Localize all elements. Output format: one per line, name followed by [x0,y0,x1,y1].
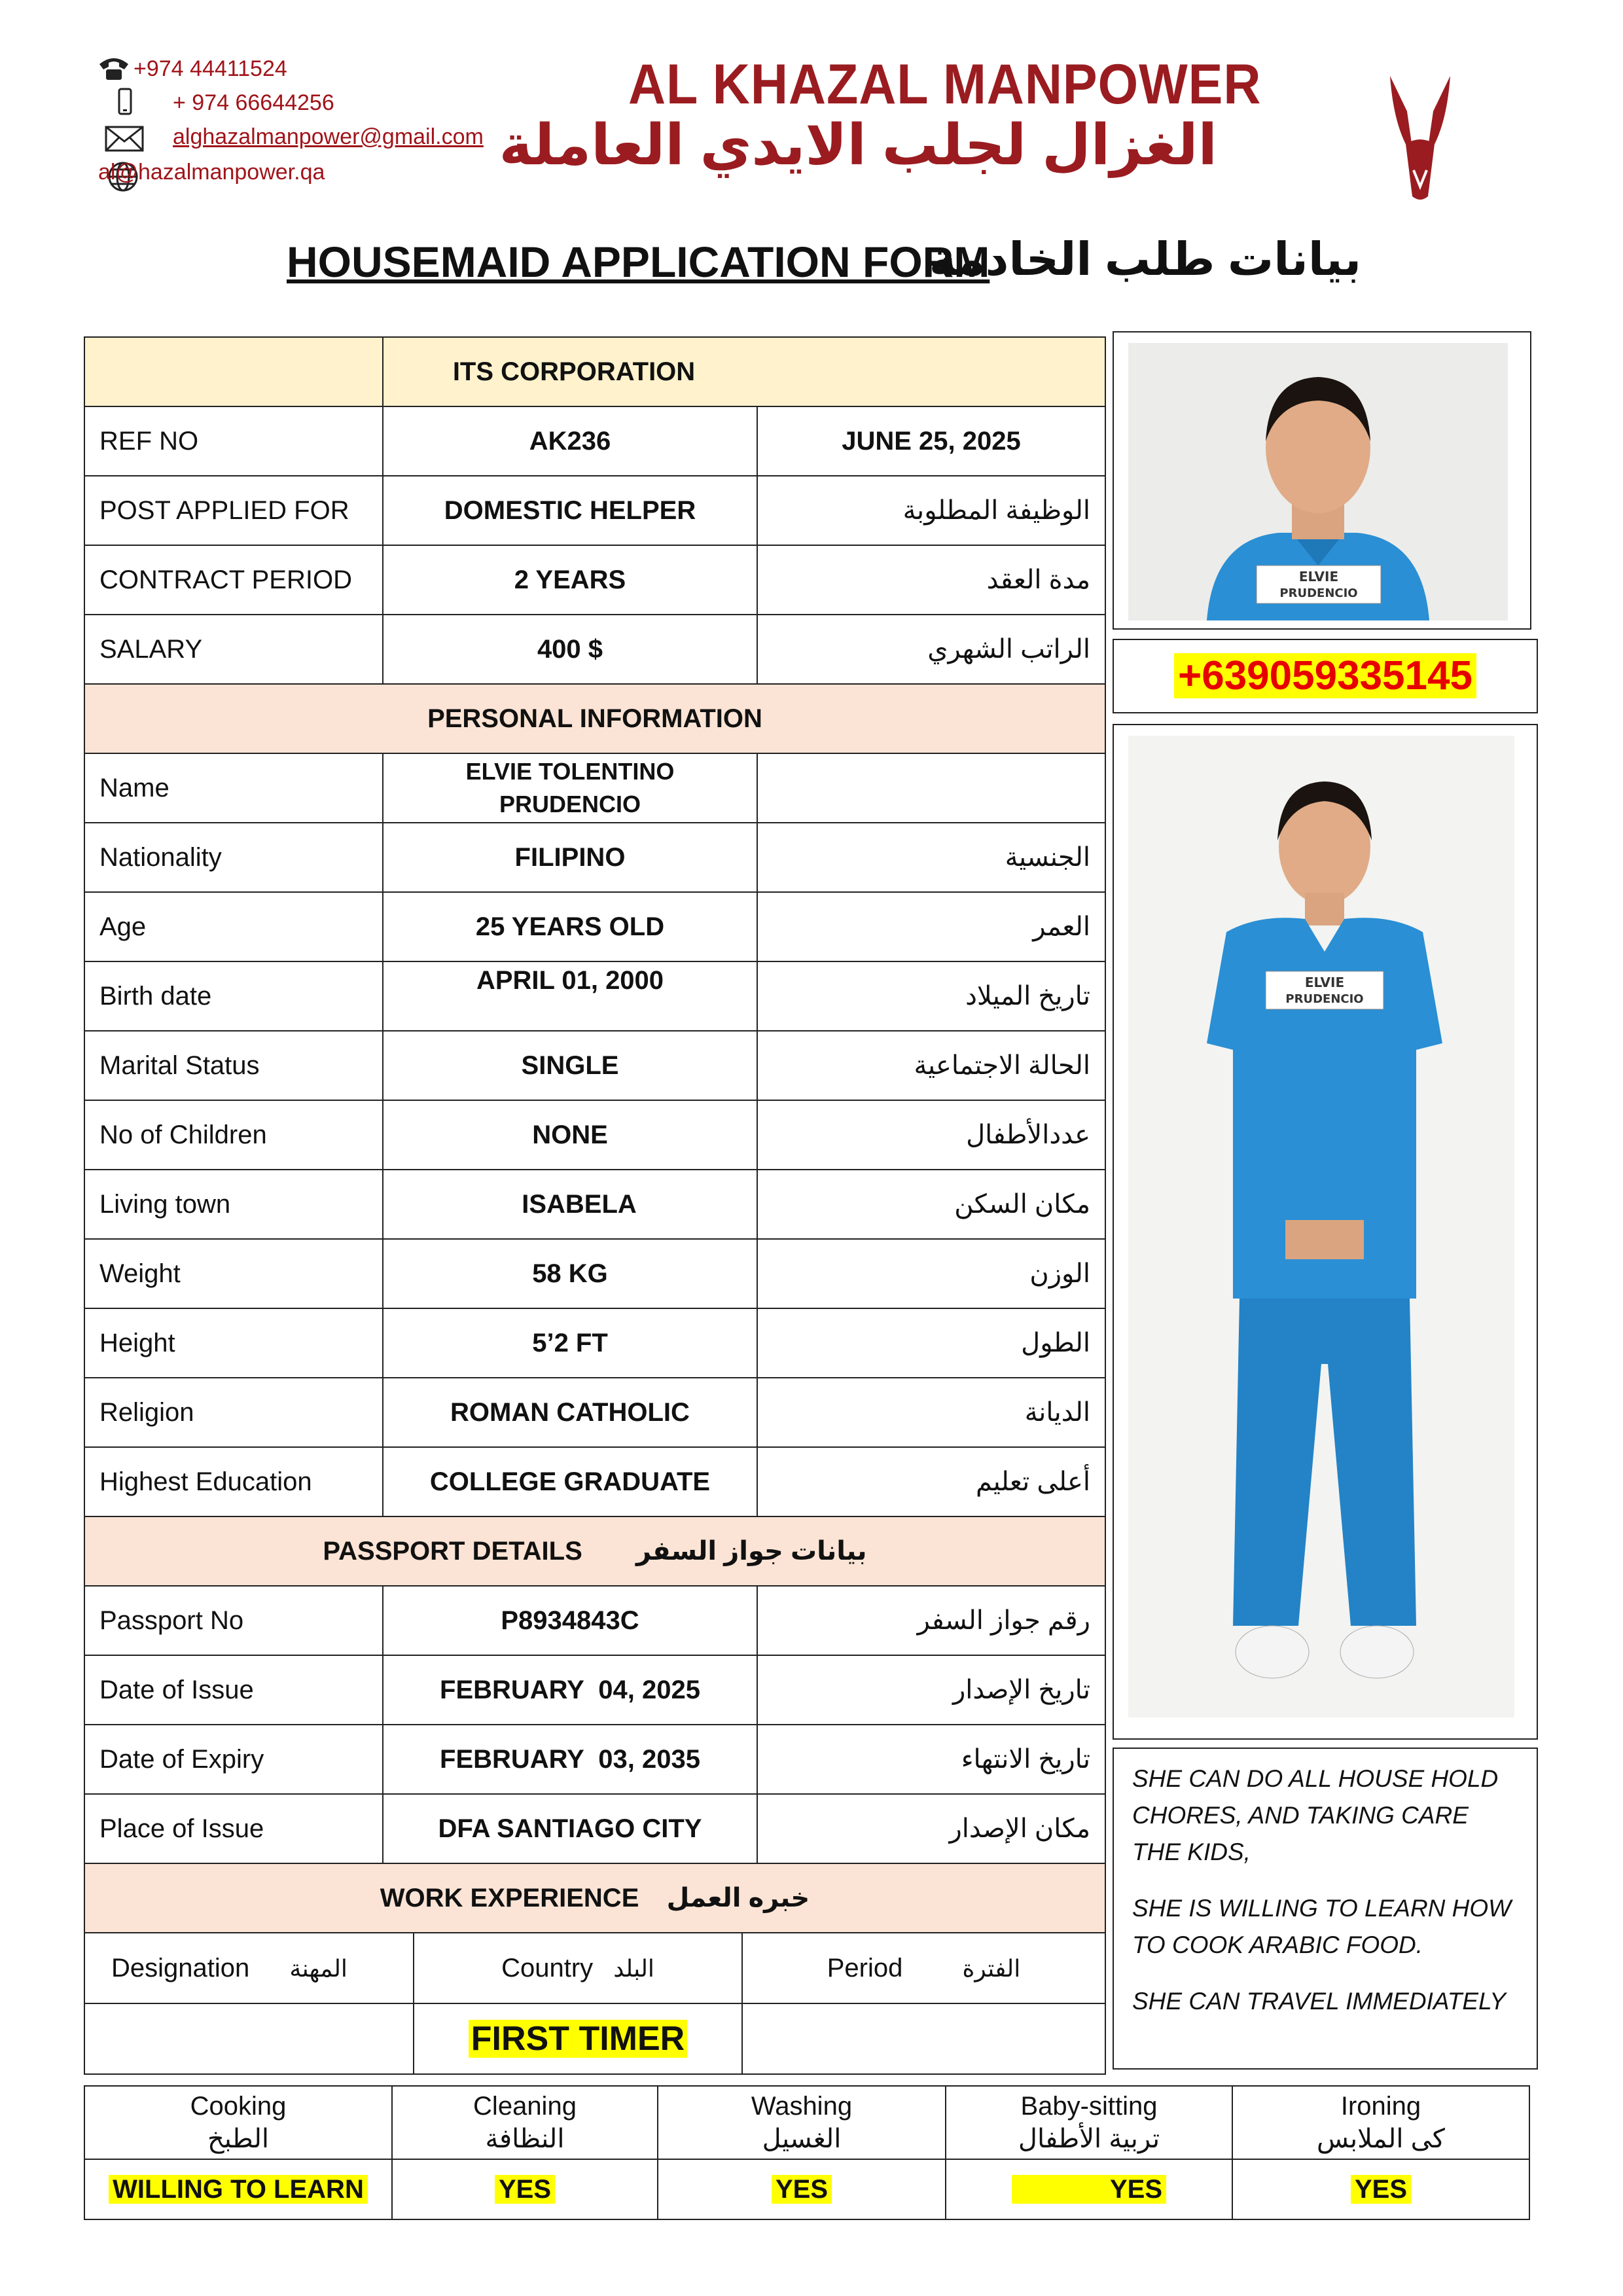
work-columns: Designation المهنة Country البلد Period الفترة [85,1933,1105,2003]
ref-date: JUNE 25, 2025 [757,406,1105,476]
remark: SHE IS WILLING TO LEARN HOW TO COOK ARABIC FOOD. [1132,1895,1512,1958]
website-line[interactable]: al@hazalmanpower.qa [98,160,325,185]
svg-text:PRUDENCIO: PRUDENCIO [1285,992,1364,1006]
passport-heading-row [84,1516,1105,1586]
portrait-photo-frame [1113,331,1531,630]
passport-row: Place of Issue DFA SANTIAGO CITY مكان الإصدار [84,1794,1105,1863]
ref-label: REF NO [84,406,383,476]
work-heading: WORK EXPERIENCE خبره العمل [84,1863,1105,1933]
phone-icon [96,54,132,82]
job-label: CONTRACT PERIOD [84,545,383,615]
skill-value: YES [495,2175,555,2204]
personal-row: Weight 58 KG الوزن [84,1239,1105,1308]
personal-row: No of Children NONE عددالأطفال [84,1100,1105,1170]
personal-heading-row [84,684,1105,753]
job-value: DOMESTIC HELPER [383,476,757,545]
mobile-icon [115,88,152,117]
remark: SHE CAN DO ALL HOUSE HOLD CHORES, AND TAKING CARE THE KIDS, [1132,1765,1499,1865]
skills-header-row [84,2086,1529,2159]
skills-table [84,2085,1530,2220]
full-body-photo-frame [1113,724,1538,1740]
first-timer-badge: FIRST TIMER [469,2020,687,2058]
skill-value: YES [1351,2175,1411,2204]
personal-row: Religion ROMAN CATHOLIC الديانة [84,1378,1105,1447]
work-values-row [84,2003,1105,2074]
personal-row: Birth date APRIL 01, 2000 تاريخ الميلاد [84,961,1105,1031]
work-heading-row [84,1863,1105,1933]
passport-row: Date of Expiry FEBRUARY 03, 2035 تاريخ الانتهاء [84,1725,1105,1794]
passport-heading: PASSPORT DETAILS بيانات جواز السفر [84,1516,1105,1586]
form-title: HOUSEMAID APPLICATION FORM [287,238,990,286]
phone-line: +974 44411524 [98,56,252,82]
company-name-en: AL KHAZAL MANPOWER [628,53,1262,116]
envelope-icon [105,126,141,154]
job-label-ar: الوظيفة المطلوبة [757,476,1105,545]
skill-washing: Washing الغسيل [658,2086,946,2159]
skill-value: WILLING TO LEARN [109,2175,368,2204]
svg-text:ELVIE: ELVIE [1304,975,1345,990]
job-value: 400 $ [383,615,757,684]
ref-value: AK236 [383,406,757,476]
skill-cleaning: Cleaning النظافة [392,2086,658,2159]
personal-row: Height 5’2 FT الطول [84,1308,1105,1378]
name-value: ELVIE TOLENTINO PRUDENCIO [383,753,757,823]
skill-ironing: Ironing كى الملابس [1232,2086,1529,2159]
personal-heading: PERSONAL INFORMATION [84,684,1105,753]
job-label: POST APPLIED FOR [84,476,383,545]
remark: SHE CAN TRAVEL IMMEDIATELY [1132,1988,1506,2015]
full-body-photo [1128,736,1514,1717]
passport-row: Passport No P8934843C رقم جواز السفر [84,1586,1105,1655]
work-columns-row [84,1933,1105,2003]
personal-row: Age 25 YEARS OLD العمر [84,892,1105,961]
personal-row: Nationality FILIPINO الجنسية [84,823,1105,892]
skill-cooking: Cooking الطبخ [84,2086,392,2159]
agency-name: ITS CORPORATION [452,357,696,386]
form-title-ar: بيانات طلب الخادمة [929,234,1361,285]
portrait-photo [1128,343,1508,620]
job-label-ar: مدة العقد [757,545,1105,615]
job-label-ar: الراتب الشهري [757,615,1105,684]
company-name-ar: الغزال لجلب الايدي العاملة [499,114,1217,177]
svg-text:PRUDENCIO: PRUDENCIO [1279,586,1358,600]
name-row [84,753,1105,823]
personal-row: Highest Education COLLEGE GRADUATE أعلى تعليم [84,1447,1105,1516]
job-row [84,615,1105,684]
job-value: 2 YEARS [383,545,757,615]
passport-row: Date of Issue FEBRUARY 04, 2025 تاريخ الإصدار [84,1655,1105,1725]
gazelle-logo [1381,72,1459,203]
job-row [84,545,1105,615]
skill-babysitting: Baby-sitting تربية الأطفال [946,2086,1232,2159]
ref-row [84,406,1105,476]
agency-row [84,337,1105,406]
job-label: SALARY [84,615,383,684]
remarks-box [1113,1748,1538,2070]
email-line[interactable]: alghazalmanpower@gmail.com [98,124,409,150]
job-row [84,476,1105,545]
personal-row: Living town ISABELA مكان السكن [84,1170,1105,1239]
name-label: Name [84,753,383,823]
personal-row: Marital Status SINGLE الحالة الاجتماعية [84,1031,1105,1100]
skill-value: YES [1012,2175,1166,2204]
skills-value-row [84,2159,1529,2219]
application-table [84,336,1106,2075]
contact-phone: +639059335145 [1113,639,1538,713]
mobile-line: + 974 66644256 [98,90,260,116]
svg-text:ELVIE: ELVIE [1298,569,1339,584]
skill-value: YES [772,2175,832,2204]
